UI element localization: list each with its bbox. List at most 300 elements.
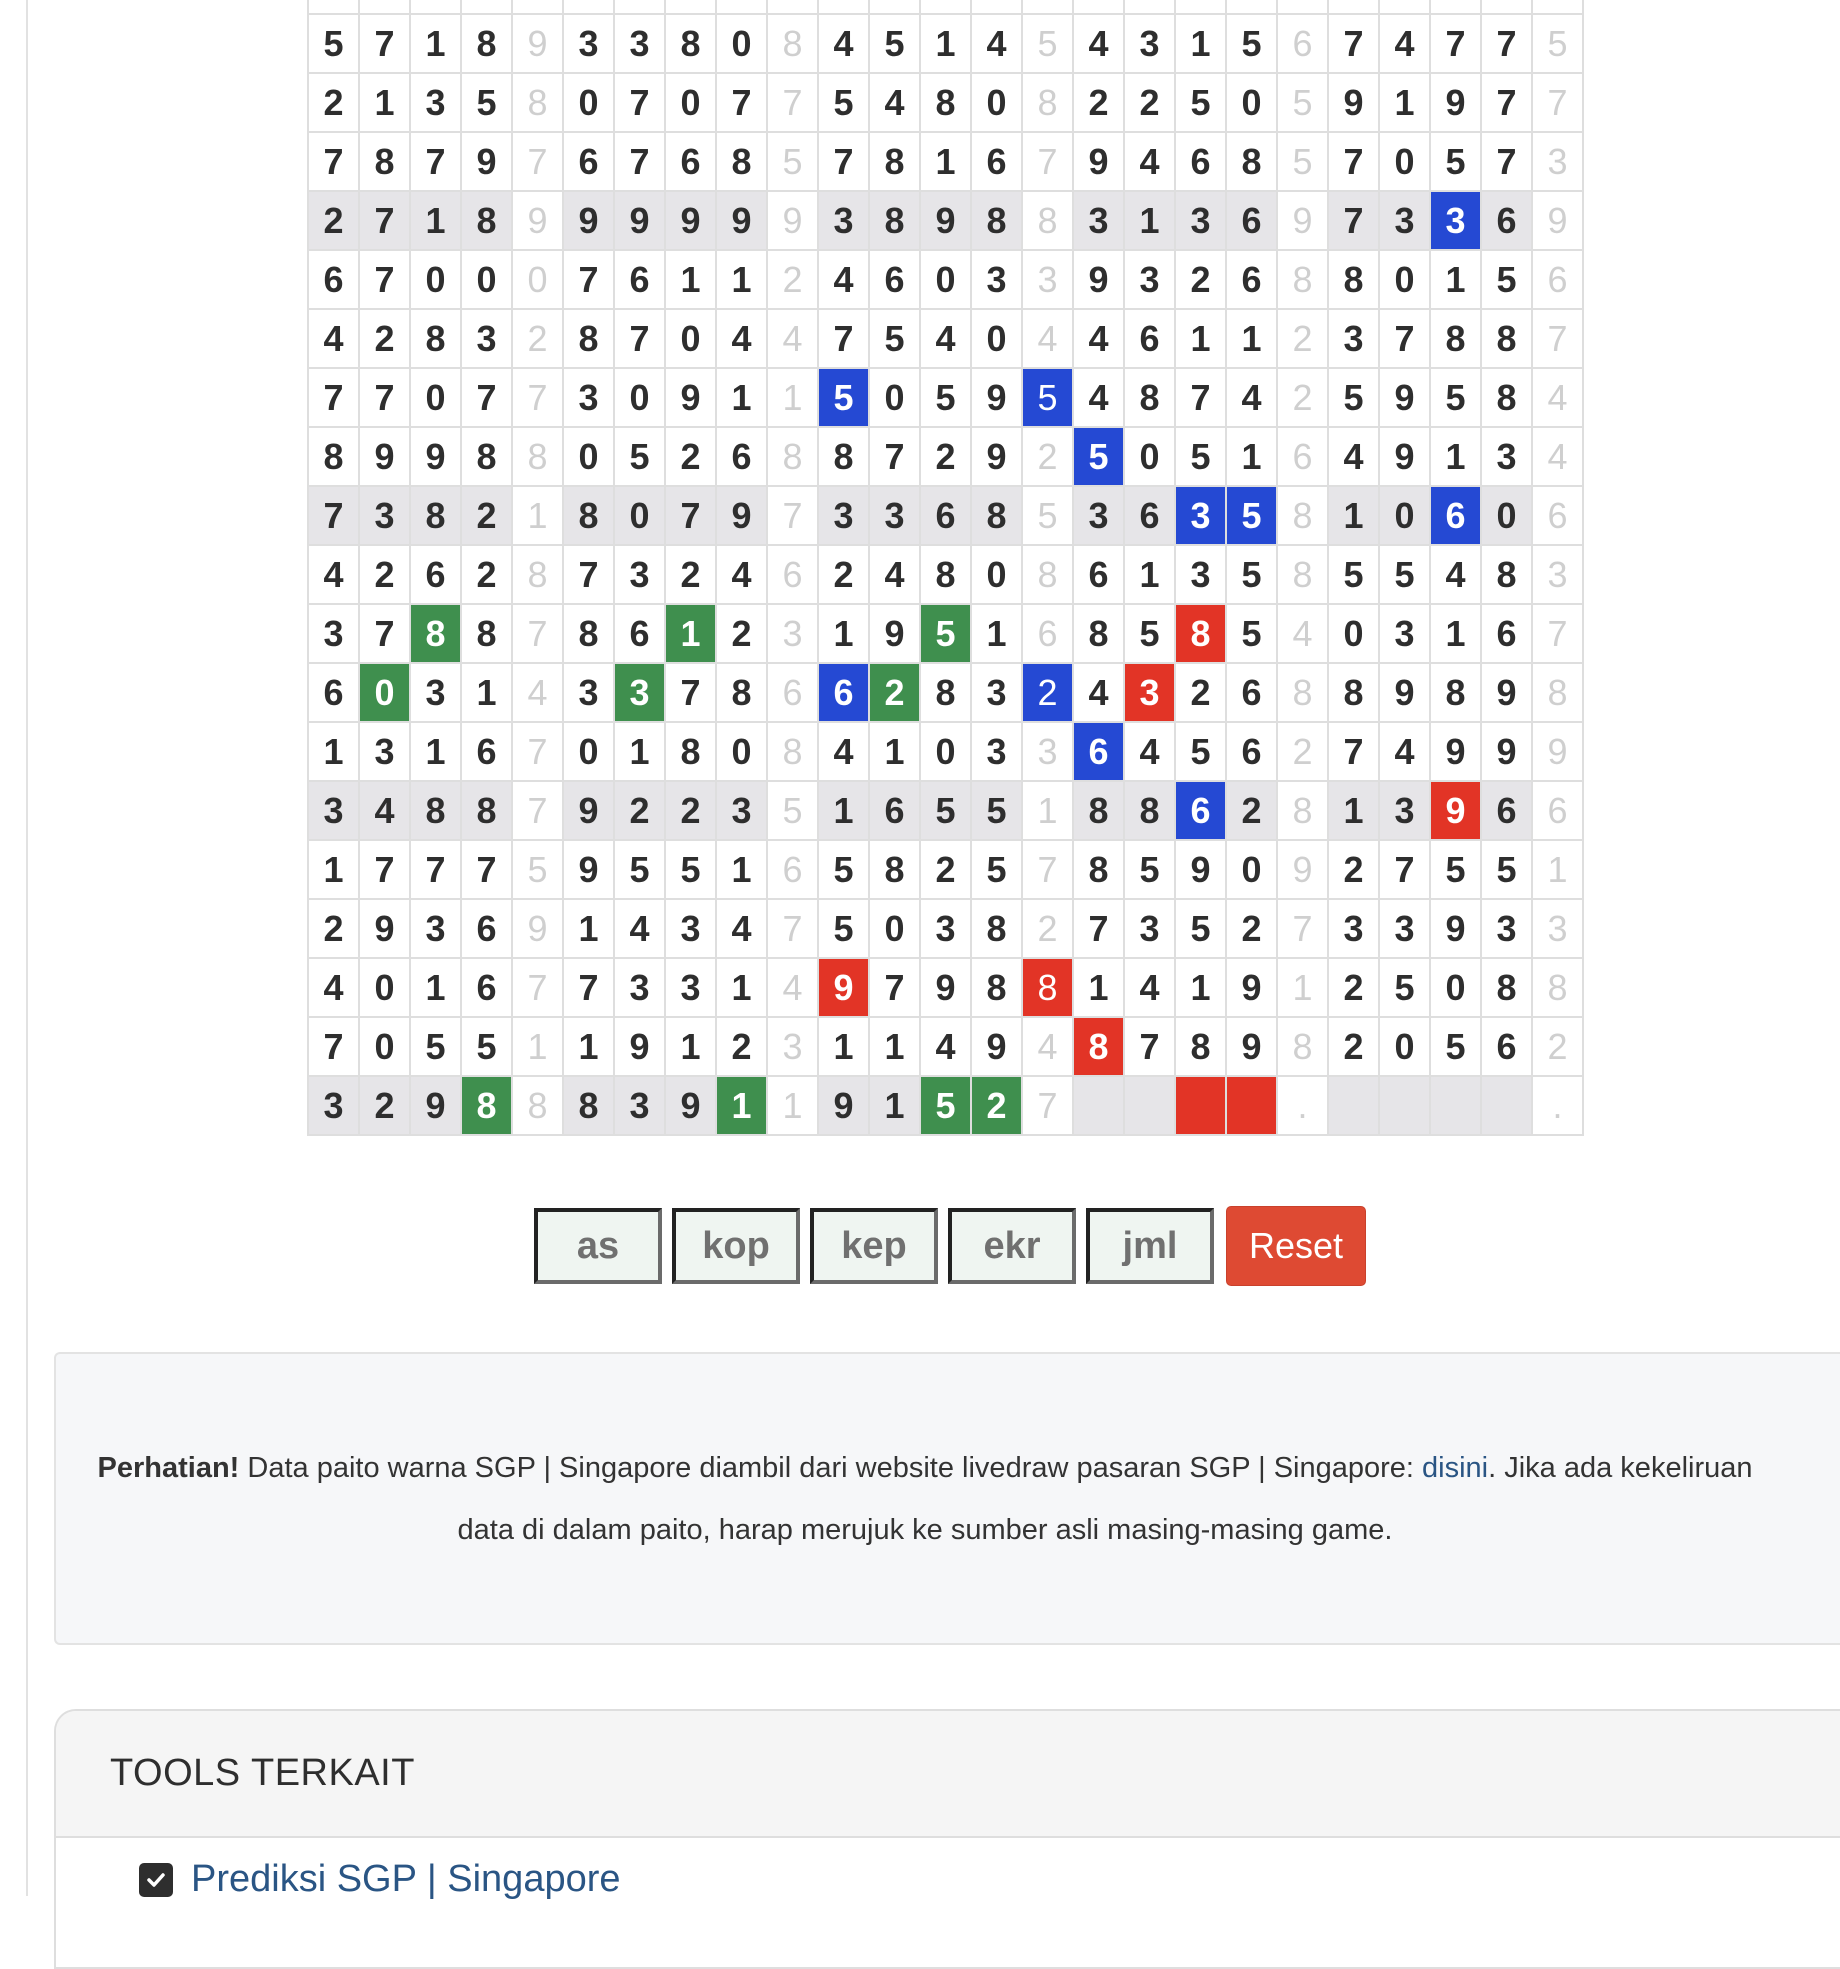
- grid-cell[interactable]: 1: [1226, 309, 1277, 368]
- grid-cell[interactable]: 3: [869, 486, 920, 545]
- grid-sep-cell[interactable]: 9: [512, 899, 563, 958]
- grid-sep-cell[interactable]: 2: [767, 250, 818, 309]
- grid-cell-highlight-green[interactable]: 8: [461, 1076, 512, 1135]
- grid-cell[interactable]: [410, 0, 461, 14]
- grid-sep-cell[interactable]: 5: [1532, 14, 1583, 73]
- grid-cell[interactable]: 0: [1379, 486, 1430, 545]
- grid-cell[interactable]: 6: [614, 250, 665, 309]
- grid-cell[interactable]: 7: [1379, 309, 1430, 368]
- grid-sep-cell[interactable]: 4: [767, 309, 818, 368]
- grid-cell[interactable]: 0: [410, 250, 461, 309]
- grid-cell[interactable]: 7: [1328, 132, 1379, 191]
- grid-cell[interactable]: 5: [1226, 14, 1277, 73]
- grid-cell[interactable]: 6: [1175, 132, 1226, 191]
- grid-cell[interactable]: 9: [410, 1076, 461, 1135]
- grid-sep-cell[interactable]: 4: [1532, 368, 1583, 427]
- grid-cell[interactable]: 3: [308, 1076, 359, 1135]
- grid-sep-cell[interactable]: 5: [767, 132, 818, 191]
- grid-cell[interactable]: 8: [410, 309, 461, 368]
- grid-cell[interactable]: [1481, 1076, 1532, 1135]
- grid-cell[interactable]: 1: [1430, 604, 1481, 663]
- grid-sep-cell[interactable]: 2: [1532, 1017, 1583, 1076]
- grid-cell[interactable]: 3: [563, 663, 614, 722]
- grid-cell[interactable]: 6: [1073, 545, 1124, 604]
- grid-cell[interactable]: 9: [461, 132, 512, 191]
- grid-cell[interactable]: 1: [563, 899, 614, 958]
- grid-cell[interactable]: [1379, 0, 1430, 14]
- grid-cell[interactable]: 6: [614, 604, 665, 663]
- grid-cell[interactable]: 3: [614, 545, 665, 604]
- grid-cell[interactable]: 2: [359, 545, 410, 604]
- grid-cell-highlight-red[interactable]: [1175, 1076, 1226, 1135]
- grid-cell[interactable]: 9: [1175, 840, 1226, 899]
- grid-sep-cell[interactable]: 6: [1277, 427, 1328, 486]
- grid-cell-highlight-blue[interactable]: 5: [1022, 368, 1073, 427]
- grid-cell[interactable]: 5: [1328, 545, 1379, 604]
- grid-sep-cell[interactable]: 2: [1277, 368, 1328, 427]
- grid-cell[interactable]: [665, 0, 716, 14]
- grid-cell[interactable]: 3: [920, 899, 971, 958]
- grid-cell[interactable]: 1: [716, 958, 767, 1017]
- grid-cell[interactable]: 3: [971, 663, 1022, 722]
- grid-cell[interactable]: 7: [1175, 368, 1226, 427]
- grid-cell[interactable]: 1: [410, 14, 461, 73]
- grid-sep-cell[interactable]: 2: [512, 309, 563, 368]
- grid-cell[interactable]: [1124, 1076, 1175, 1135]
- grid-sep-cell[interactable]: 5: [767, 781, 818, 840]
- grid-sep-cell[interactable]: 3: [767, 604, 818, 663]
- grid-cell[interactable]: 6: [1481, 781, 1532, 840]
- grid-cell[interactable]: 7: [1481, 14, 1532, 73]
- grid-cell-highlight-red[interactable]: 9: [818, 958, 869, 1017]
- grid-cell[interactable]: 3: [1124, 899, 1175, 958]
- filter-as-button[interactable]: as: [534, 1208, 662, 1284]
- grid-cell[interactable]: 9: [614, 191, 665, 250]
- grid-cell[interactable]: 5: [869, 14, 920, 73]
- grid-cell[interactable]: 8: [461, 14, 512, 73]
- grid-cell[interactable]: 1: [614, 722, 665, 781]
- grid-cell[interactable]: 3: [1379, 781, 1430, 840]
- grid-cell[interactable]: 6: [1124, 309, 1175, 368]
- grid-cell[interactable]: 5: [1430, 368, 1481, 427]
- grid-sep-cell[interactable]: 1: [1022, 781, 1073, 840]
- grid-cell[interactable]: 9: [563, 840, 614, 899]
- grid-cell[interactable]: 8: [869, 132, 920, 191]
- grid-sep-cell[interactable]: 1: [767, 368, 818, 427]
- grid-cell[interactable]: 1: [461, 663, 512, 722]
- grid-cell[interactable]: 3: [716, 781, 767, 840]
- grid-sep-cell[interactable]: 7: [512, 722, 563, 781]
- grid-cell[interactable]: 9: [665, 368, 716, 427]
- grid-cell[interactable]: 2: [920, 427, 971, 486]
- grid-cell[interactable]: 5: [1430, 840, 1481, 899]
- grid-cell[interactable]: 4: [1379, 14, 1430, 73]
- grid-cell-highlight-blue[interactable]: 3: [1430, 191, 1481, 250]
- grid-cell[interactable]: 1: [410, 191, 461, 250]
- grid-cell[interactable]: 0: [563, 722, 614, 781]
- grid-cell[interactable]: 7: [1328, 14, 1379, 73]
- grid-cell[interactable]: 4: [818, 250, 869, 309]
- grid-cell[interactable]: 0: [1226, 73, 1277, 132]
- grid-cell[interactable]: 3: [818, 191, 869, 250]
- grid-cell[interactable]: 2: [1328, 1017, 1379, 1076]
- grid-sep-cell[interactable]: 8: [1022, 191, 1073, 250]
- grid-cell[interactable]: 2: [665, 781, 716, 840]
- grid-cell[interactable]: 4: [308, 545, 359, 604]
- grid-cell-highlight-blue[interactable]: 6: [1175, 781, 1226, 840]
- grid-cell[interactable]: 5: [1430, 1017, 1481, 1076]
- grid-cell[interactable]: 1: [665, 250, 716, 309]
- grid-cell[interactable]: 8: [1073, 840, 1124, 899]
- grid-cell[interactable]: 3: [461, 309, 512, 368]
- grid-cell[interactable]: 0: [665, 309, 716, 368]
- grid-cell[interactable]: 0: [1481, 486, 1532, 545]
- grid-cell[interactable]: 3: [1175, 191, 1226, 250]
- grid-cell[interactable]: 0: [359, 1017, 410, 1076]
- grid-cell[interactable]: 5: [665, 840, 716, 899]
- grid-cell[interactable]: 0: [920, 250, 971, 309]
- grid-sep-cell[interactable]: 7: [1532, 604, 1583, 663]
- grid-cell[interactable]: [614, 0, 665, 14]
- grid-cell[interactable]: 2: [1328, 958, 1379, 1017]
- grid-cell[interactable]: 5: [818, 73, 869, 132]
- grid-cell[interactable]: 7: [461, 840, 512, 899]
- grid-cell[interactable]: 6: [665, 132, 716, 191]
- grid-cell[interactable]: 3: [410, 73, 461, 132]
- grid-cell[interactable]: 1: [308, 722, 359, 781]
- grid-cell[interactable]: 0: [869, 899, 920, 958]
- grid-cell[interactable]: 2: [665, 545, 716, 604]
- grid-cell[interactable]: 4: [614, 899, 665, 958]
- grid-cell[interactable]: 7: [818, 309, 869, 368]
- grid-sep-cell[interactable]: 1: [512, 1017, 563, 1076]
- grid-cell-highlight-green[interactable]: 1: [665, 604, 716, 663]
- grid-cell[interactable]: 8: [1073, 781, 1124, 840]
- grid-sep-cell[interactable]: 6: [767, 663, 818, 722]
- grid-cell[interactable]: 7: [818, 132, 869, 191]
- grid-cell[interactable]: 3: [818, 486, 869, 545]
- grid-cell[interactable]: 2: [716, 604, 767, 663]
- grid-cell[interactable]: 0: [1328, 604, 1379, 663]
- grid-cell[interactable]: 4: [308, 309, 359, 368]
- grid-cell[interactable]: 6: [1481, 604, 1532, 663]
- grid-cell[interactable]: 5: [1175, 899, 1226, 958]
- grid-sep-cell[interactable]: [1022, 0, 1073, 14]
- grid-cell[interactable]: 9: [1481, 722, 1532, 781]
- grid-sep-cell[interactable]: 8: [1277, 545, 1328, 604]
- grid-cell[interactable]: 5: [818, 899, 869, 958]
- grid-sep-cell[interactable]: 9: [1277, 191, 1328, 250]
- grid-cell[interactable]: 1: [1328, 486, 1379, 545]
- grid-sep-cell[interactable]: 4: [1022, 1017, 1073, 1076]
- grid-sep-cell[interactable]: 6: [1532, 250, 1583, 309]
- grid-cell[interactable]: 0: [971, 545, 1022, 604]
- grid-cell[interactable]: 1: [1175, 309, 1226, 368]
- grid-cell[interactable]: [359, 0, 410, 14]
- grid-sep-cell[interactable]: 7: [1022, 840, 1073, 899]
- grid-cell[interactable]: 9: [1226, 1017, 1277, 1076]
- grid-cell[interactable]: 3: [1073, 486, 1124, 545]
- grid-sep-cell[interactable]: [1532, 0, 1583, 14]
- grid-cell[interactable]: 7: [869, 958, 920, 1017]
- grid-sep-cell[interactable]: 7: [512, 604, 563, 663]
- grid-cell[interactable]: 3: [1328, 899, 1379, 958]
- grid-cell[interactable]: [308, 0, 359, 14]
- grid-cell[interactable]: 3: [1124, 250, 1175, 309]
- grid-cell[interactable]: 4: [716, 545, 767, 604]
- grid-cell[interactable]: 5: [1124, 604, 1175, 663]
- grid-cell[interactable]: 7: [359, 250, 410, 309]
- grid-cell[interactable]: 5: [1175, 427, 1226, 486]
- grid-cell[interactable]: 8: [1175, 1017, 1226, 1076]
- grid-sep-cell[interactable]: 6: [1022, 604, 1073, 663]
- grid-cell[interactable]: 7: [308, 1017, 359, 1076]
- grid-cell[interactable]: 9: [1430, 73, 1481, 132]
- grid-cell[interactable]: 0: [614, 368, 665, 427]
- grid-cell[interactable]: 1: [818, 1017, 869, 1076]
- grid-cell[interactable]: 3: [410, 663, 461, 722]
- grid-cell-highlight-green[interactable]: 0: [359, 663, 410, 722]
- grid-sep-cell[interactable]: 3: [1532, 132, 1583, 191]
- grid-cell[interactable]: 7: [1481, 132, 1532, 191]
- grid-sep-cell[interactable]: 3: [1022, 250, 1073, 309]
- grid-cell[interactable]: [1175, 0, 1226, 14]
- grid-cell[interactable]: 9: [614, 1017, 665, 1076]
- grid-sep-cell[interactable]: 3: [1022, 722, 1073, 781]
- grid-cell[interactable]: [1226, 0, 1277, 14]
- grid-sep-cell[interactable]: .: [1277, 1076, 1328, 1135]
- grid-cell[interactable]: [971, 0, 1022, 14]
- grid-cell-highlight-blue[interactable]: 6: [1073, 722, 1124, 781]
- grid-sep-cell[interactable]: 7: [1532, 73, 1583, 132]
- grid-cell[interactable]: 5: [614, 840, 665, 899]
- grid-cell[interactable]: 1: [1124, 545, 1175, 604]
- grid-cell[interactable]: 7: [869, 427, 920, 486]
- grid-cell[interactable]: 1: [1430, 250, 1481, 309]
- grid-cell[interactable]: 4: [1073, 14, 1124, 73]
- grid-cell[interactable]: 6: [1226, 663, 1277, 722]
- grid-cell[interactable]: 1: [410, 722, 461, 781]
- grid-cell[interactable]: 5: [1328, 368, 1379, 427]
- grid-sep-cell[interactable]: 6: [767, 545, 818, 604]
- grid-cell[interactable]: 6: [461, 958, 512, 1017]
- related-tool-item[interactable]: [56, 1858, 1840, 1901]
- grid-cell[interactable]: 8: [1430, 663, 1481, 722]
- grid-cell[interactable]: 8: [410, 781, 461, 840]
- grid-cell[interactable]: 7: [308, 486, 359, 545]
- grid-cell[interactable]: [1481, 0, 1532, 14]
- grid-cell[interactable]: 4: [1073, 663, 1124, 722]
- grid-sep-cell[interactable]: 9: [1277, 840, 1328, 899]
- grid-cell[interactable]: 1: [1328, 781, 1379, 840]
- grid-cell[interactable]: 1: [818, 781, 869, 840]
- grid-cell[interactable]: 8: [563, 1076, 614, 1135]
- grid-cell[interactable]: 4: [716, 899, 767, 958]
- grid-cell[interactable]: 5: [1124, 840, 1175, 899]
- grid-cell[interactable]: 3: [1481, 427, 1532, 486]
- grid-cell[interactable]: [1073, 1076, 1124, 1135]
- grid-cell[interactable]: 1: [971, 604, 1022, 663]
- grid-cell-highlight-red[interactable]: 9: [1430, 781, 1481, 840]
- grid-sep-cell[interactable]: 3: [767, 1017, 818, 1076]
- grid-sep-cell[interactable]: [767, 0, 818, 14]
- grid-cell[interactable]: 0: [1226, 840, 1277, 899]
- grid-cell[interactable]: 9: [920, 191, 971, 250]
- grid-sep-cell[interactable]: 8: [1277, 486, 1328, 545]
- grid-cell[interactable]: 6: [461, 899, 512, 958]
- grid-cell[interactable]: [818, 0, 869, 14]
- reset-button[interactable]: Reset: [1226, 1206, 1366, 1286]
- grid-cell-highlight-blue[interactable]: 3: [1175, 486, 1226, 545]
- grid-cell[interactable]: 2: [1175, 663, 1226, 722]
- grid-cell[interactable]: 6: [1124, 486, 1175, 545]
- grid-cell[interactable]: [1328, 0, 1379, 14]
- grid-cell[interactable]: 8: [461, 604, 512, 663]
- grid-cell[interactable]: 5: [1481, 250, 1532, 309]
- grid-cell[interactable]: 6: [1481, 191, 1532, 250]
- grid-cell[interactable]: 2: [308, 73, 359, 132]
- grid-cell[interactable]: 2: [1328, 840, 1379, 899]
- grid-cell[interactable]: 1: [716, 840, 767, 899]
- grid-sep-cell[interactable]: [1277, 0, 1328, 14]
- grid-sep-cell[interactable]: 5: [1277, 73, 1328, 132]
- grid-cell[interactable]: 9: [359, 899, 410, 958]
- grid-cell[interactable]: 3: [563, 14, 614, 73]
- grid-cell[interactable]: 8: [1226, 132, 1277, 191]
- grid-cell[interactable]: 8: [665, 14, 716, 73]
- grid-cell[interactable]: 7: [665, 486, 716, 545]
- grid-cell[interactable]: 6: [716, 427, 767, 486]
- grid-cell[interactable]: [716, 0, 767, 14]
- grid-cell[interactable]: 3: [1379, 604, 1430, 663]
- grid-cell-highlight-blue[interactable]: 5: [1226, 486, 1277, 545]
- grid-cell[interactable]: 8: [716, 663, 767, 722]
- grid-cell[interactable]: 6: [308, 250, 359, 309]
- grid-cell[interactable]: [1379, 1076, 1430, 1135]
- grid-cell[interactable]: 7: [665, 663, 716, 722]
- grid-cell[interactable]: 5: [1175, 722, 1226, 781]
- grid-cell[interactable]: 3: [308, 781, 359, 840]
- grid-cell[interactable]: 7: [359, 840, 410, 899]
- grid-cell[interactable]: 4: [1328, 427, 1379, 486]
- grid-cell[interactable]: [1328, 1076, 1379, 1135]
- grid-cell[interactable]: 7: [1124, 1017, 1175, 1076]
- grid-cell[interactable]: 1: [665, 1017, 716, 1076]
- grid-cell-highlight-green[interactable]: 2: [971, 1076, 1022, 1135]
- grid-cell[interactable]: 1: [869, 1017, 920, 1076]
- grid-cell[interactable]: 8: [1124, 781, 1175, 840]
- grid-cell[interactable]: 2: [818, 545, 869, 604]
- grid-cell[interactable]: 3: [971, 722, 1022, 781]
- grid-sep-cell[interactable]: 4: [1277, 604, 1328, 663]
- grid-cell-highlight-green[interactable]: 8: [410, 604, 461, 663]
- grid-cell[interactable]: 8: [1073, 604, 1124, 663]
- grid-cell[interactable]: 6: [869, 781, 920, 840]
- grid-cell-highlight-red[interactable]: 8: [1175, 604, 1226, 663]
- grid-cell-highlight-red[interactable]: 8: [1073, 1017, 1124, 1076]
- grid-cell[interactable]: 7: [359, 604, 410, 663]
- grid-sep-cell[interactable]: 8: [767, 14, 818, 73]
- grid-cell-highlight-green[interactable]: 5: [920, 604, 971, 663]
- grid-cell[interactable]: 3: [1379, 191, 1430, 250]
- grid-sep-cell[interactable]: 5: [1022, 486, 1073, 545]
- grid-cell-highlight-green[interactable]: 1: [716, 1076, 767, 1135]
- grid-cell[interactable]: 5: [461, 73, 512, 132]
- grid-cell[interactable]: 5: [920, 781, 971, 840]
- grid-cell[interactable]: 0: [716, 14, 767, 73]
- grid-cell[interactable]: 2: [1175, 250, 1226, 309]
- grid-cell[interactable]: 8: [971, 899, 1022, 958]
- grid-cell[interactable]: 4: [1430, 545, 1481, 604]
- grid-cell[interactable]: 4: [1124, 722, 1175, 781]
- grid-sep-cell[interactable]: 6: [767, 840, 818, 899]
- grid-cell[interactable]: 5: [1430, 132, 1481, 191]
- grid-cell[interactable]: 0: [716, 722, 767, 781]
- grid-cell[interactable]: 4: [818, 722, 869, 781]
- grid-cell[interactable]: 1: [818, 604, 869, 663]
- related-tool-link[interactable]: Prediksi SGP | Singapore: [191, 1858, 621, 1900]
- grid-cell[interactable]: 7: [410, 840, 461, 899]
- grid-cell[interactable]: 6: [1226, 722, 1277, 781]
- grid-sep-cell[interactable]: 1: [1277, 958, 1328, 1017]
- grid-cell[interactable]: 8: [359, 132, 410, 191]
- grid-cell[interactable]: 3: [1328, 309, 1379, 368]
- grid-cell[interactable]: 7: [716, 73, 767, 132]
- grid-cell-highlight-blue[interactable]: 5: [818, 368, 869, 427]
- grid-cell[interactable]: 3: [1175, 545, 1226, 604]
- grid-cell[interactable]: [563, 0, 614, 14]
- grid-cell[interactable]: 2: [461, 545, 512, 604]
- grid-sep-cell[interactable]: 8: [512, 545, 563, 604]
- grid-cell[interactable]: 7: [1328, 191, 1379, 250]
- grid-cell[interactable]: 6: [410, 545, 461, 604]
- grid-cell[interactable]: 0: [1379, 250, 1430, 309]
- grid-sep-cell[interactable]: 4: [1532, 427, 1583, 486]
- grid-cell[interactable]: 3: [1124, 14, 1175, 73]
- grid-sep-cell[interactable]: 7: [1022, 132, 1073, 191]
- grid-cell[interactable]: 6: [971, 132, 1022, 191]
- grid-cell[interactable]: 1: [716, 250, 767, 309]
- grid-sep-cell[interactable]: 7: [1022, 1076, 1073, 1135]
- grid-cell[interactable]: 8: [563, 604, 614, 663]
- grid-cell[interactable]: 4: [716, 309, 767, 368]
- grid-sep-cell[interactable]: 8: [1022, 73, 1073, 132]
- grid-cell[interactable]: 7: [614, 73, 665, 132]
- grid-sep-cell[interactable]: 7: [767, 899, 818, 958]
- grid-cell[interactable]: 8: [971, 486, 1022, 545]
- grid-cell[interactable]: 9: [1430, 899, 1481, 958]
- grid-cell[interactable]: 8: [461, 191, 512, 250]
- grid-cell-highlight-blue[interactable]: 6: [818, 663, 869, 722]
- grid-sep-cell[interactable]: 8: [512, 427, 563, 486]
- grid-cell[interactable]: 3: [563, 368, 614, 427]
- grid-sep-cell[interactable]: 0: [512, 250, 563, 309]
- grid-sep-cell[interactable]: 8: [1277, 250, 1328, 309]
- grid-cell[interactable]: 4: [920, 1017, 971, 1076]
- grid-sep-cell[interactable]: 1: [512, 486, 563, 545]
- grid-cell[interactable]: 8: [563, 309, 614, 368]
- grid-sep-cell[interactable]: 8: [1532, 663, 1583, 722]
- grid-cell[interactable]: 7: [614, 132, 665, 191]
- grid-cell[interactable]: 2: [308, 899, 359, 958]
- grid-cell[interactable]: 8: [1481, 958, 1532, 1017]
- grid-cell-highlight-red[interactable]: [1226, 1076, 1277, 1135]
- grid-cell[interactable]: 5: [1175, 73, 1226, 132]
- grid-sep-cell[interactable]: 5: [512, 840, 563, 899]
- grid-sep-cell[interactable]: 1: [1532, 840, 1583, 899]
- grid-cell[interactable]: 0: [1379, 132, 1430, 191]
- grid-cell[interactable]: 5: [1226, 604, 1277, 663]
